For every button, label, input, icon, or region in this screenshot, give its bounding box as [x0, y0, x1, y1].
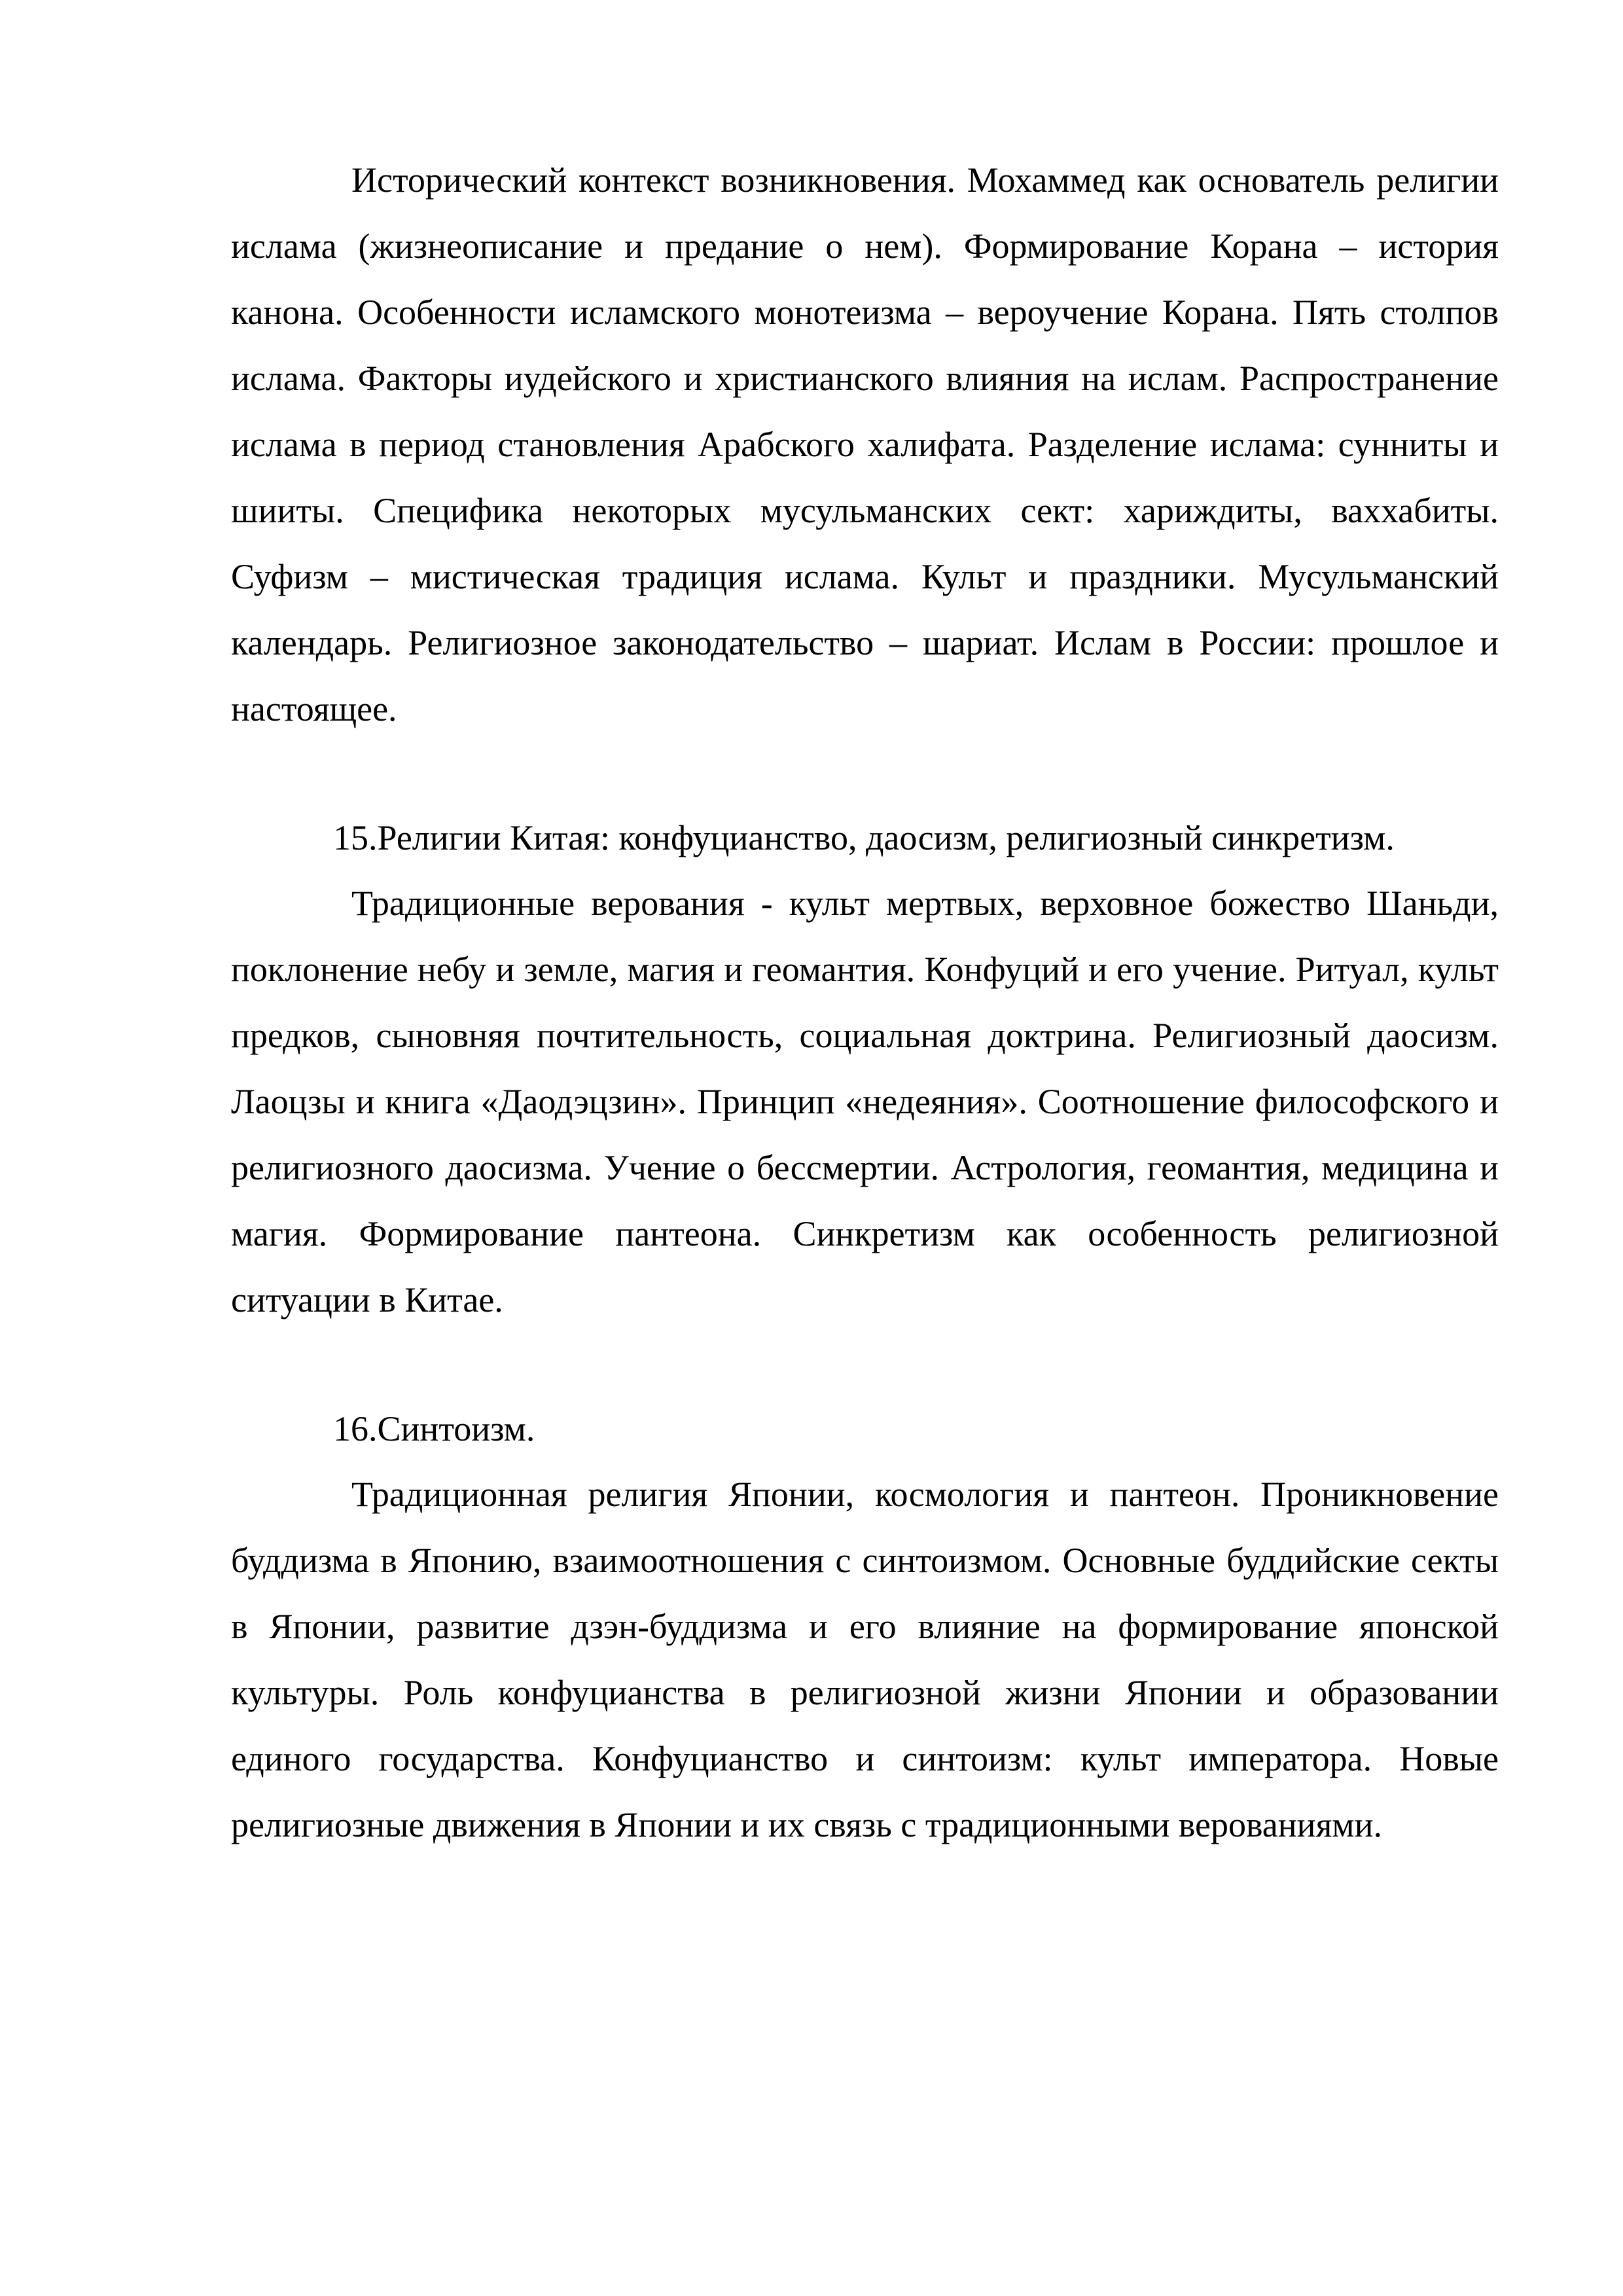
china-religions-paragraph: Традиционные верования - культ мертвых, верховное божество Шаньди, поклонение небу и земле, магия и геомантия. Конфуций и его учение. Ритуал, культ предков, сыновняя почтительность, социальная доктрина. Религиозный даосизм. Лаоцзы и книга «Даодэцзин». Принцип «недеяния». Соотношение философского и религиозного даосизма. Учение о бессмертии. Астрология, геомантия, медицина и магия. Формирование пантеона. Синкретизм как особенность религиозной ситуации в Китае. [231, 884, 1499, 1319]
china-religions-heading: 15.Религии Китая: конфуцианство, даосизм, религиозный синкретизм. [333, 818, 1395, 857]
shinto-paragraph: Традиционная религия Японии, космология и пантеон. Проникновение буддизма в Японию, взаимоотношения с синтоизмом. Основные буддийские секты в Японии, развитие дзэн-буддизма и его влияние на формирование японской культуры. Роль конфуцианства в религиозной жизни Японии и образовании единого государства. Конфуцианство и синтоизм: культ императора. Новые религиозные движения в Японии и их связь с традиционными верованиями. [231, 1475, 1499, 1844]
islam-section-paragraph: Исторический контекст возникновения. Мохаммед как основатель религии ислама (жизнеописание и предание о нем). Формирование Корана – история канона. Особенности исламского монотеизма – вероучение Корана. Пять столпов ислама. Факторы иудейского и христианского влияния на ислам. Распространение ислама в период становления Арабского халифата. Разделение ислама: сунниты и шииты. Специфика некоторых мусульманских сект: хариждиты, ваххабиты. Суфизм – мистическая традиция ислама. Культ и праздники. Мусульманский календарь. Религиозное законодательство – шариат. Ислам в России: прошлое и настоящее. [231, 160, 1499, 728]
shinto-heading: 16.Синтоизм. [333, 1409, 535, 1448]
